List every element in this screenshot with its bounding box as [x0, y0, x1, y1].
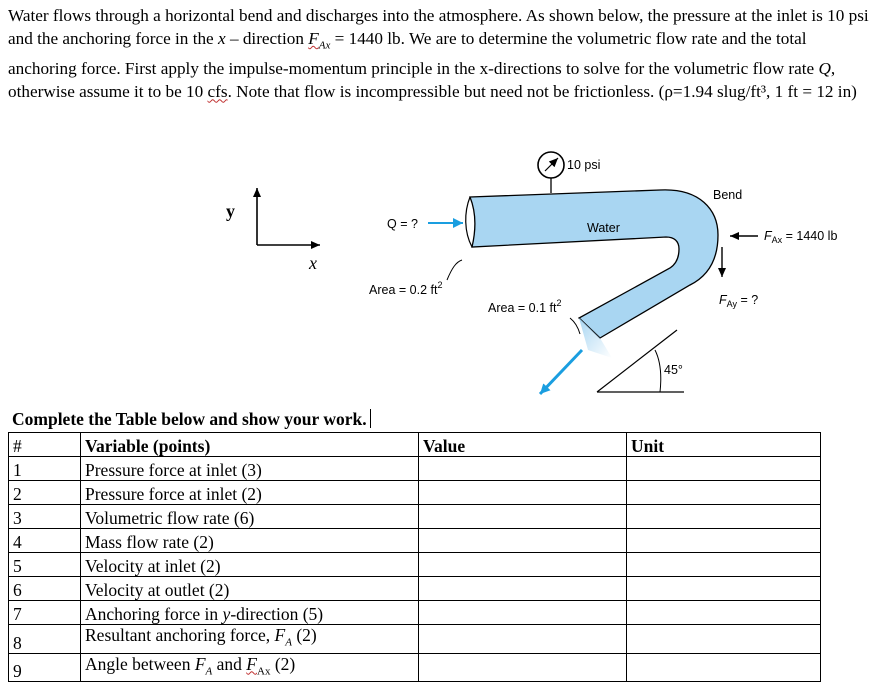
value-cell[interactable]	[419, 457, 627, 481]
q-variable: Q	[818, 59, 831, 79]
problem-statement	[8, 4, 870, 103]
pipe-bend	[470, 190, 718, 338]
angle-indicator	[597, 330, 684, 392]
value-cell[interactable]	[419, 481, 627, 505]
value-cell[interactable]	[419, 505, 627, 529]
value-cell[interactable]	[419, 529, 627, 553]
y-axis-label: y	[226, 201, 235, 221]
variable-cell: Mass flow rate (2)	[81, 529, 419, 553]
unit-cell[interactable]	[627, 625, 821, 654]
value-cell[interactable]	[419, 653, 627, 682]
header-unit: Unit	[627, 433, 821, 457]
variable-cell: Angle between $F_A$ and $F_{Ax}$ (2)	[81, 653, 419, 682]
variable-cell: Pressure force at inlet (3)	[81, 457, 419, 481]
bend-diagram	[0, 140, 878, 415]
table-row: 8 Resultant anchoring force, $F_A$ (2)	[9, 625, 821, 654]
problem-text-1: Water flows through a horizontal bend and discharges into the atmosphere. As shown below, the pressure at the inlet is 10 psi and the anchoring force in the	[8, 6, 869, 48]
table-row: 3 Volumetric flow rate (6)	[9, 505, 821, 529]
bend-label: Bend	[713, 188, 743, 202]
value-cell[interactable]	[419, 601, 627, 625]
problem-text-3: = 1440 lb. We are to determine the volumetric flow rate and the total anchoring force. First apply the impulse-momentum principle in the x-directions to solve for the volumetric flow rate	[8, 29, 819, 79]
fax-symbol: $F_{Ax}$	[308, 29, 331, 52]
task-heading: Complete the Table below and show your work.	[12, 409, 371, 430]
text-cursor	[370, 409, 371, 428]
unit-cell[interactable]	[627, 481, 821, 505]
variable-cell: Volumetric flow rate (6)	[81, 505, 419, 529]
variable-cell: Anchoring force in y-direction (5)	[81, 601, 419, 625]
variable-cell: Velocity at outlet (2)	[81, 577, 419, 601]
pipe-inlet-rim	[466, 197, 472, 247]
inlet-area-label: Area = 0.2 $ft^2$	[369, 280, 443, 297]
unit-cell[interactable]	[627, 577, 821, 601]
pressure-gauge	[538, 152, 600, 193]
flow-rate-label: Q = ?	[387, 217, 418, 231]
table-row: 6 Velocity at outlet (2)	[9, 577, 821, 601]
unit-cell[interactable]	[627, 529, 821, 553]
unit-cell[interactable]	[627, 505, 821, 529]
water-label: Water	[587, 221, 620, 235]
table-header-row	[9, 433, 821, 457]
gauge-label: 10 psi	[567, 158, 601, 172]
axes	[226, 188, 320, 273]
problem-text-5: . Note that flow is incompressible but need not be frictionless. (ρ=1.94 slug/ft³, 1 ft = 12 in)	[227, 82, 857, 102]
fax-label: $F_{Ax} = 1440$ lb	[764, 229, 838, 245]
table-row: 4 Mass flow rate (2)	[9, 529, 821, 553]
cfs-unit: cfs	[207, 82, 228, 102]
value-cell[interactable]	[419, 577, 627, 601]
table-row: 7 Anchoring force in y-direction (5)	[9, 601, 821, 625]
unit-cell[interactable]	[627, 457, 821, 481]
outlet-area-label: Area = 0.1 $ft^2$	[488, 298, 562, 315]
table-row: 9 Angle between $F_A$ and $F_{Ax}$ (2)	[9, 653, 821, 682]
table-row: 1 Pressure force at inlet (3)	[9, 457, 821, 481]
unit-cell[interactable]	[627, 601, 821, 625]
unit-cell[interactable]	[627, 653, 821, 682]
answer-table	[8, 432, 821, 682]
x-axis-label: x	[309, 253, 317, 273]
value-cell[interactable]	[419, 625, 627, 654]
variable-cell: Resultant anchoring force, $F_A$ (2)	[81, 625, 419, 654]
unit-cell[interactable]	[627, 553, 821, 577]
variable-cell: Pressure force at inlet (2)	[81, 481, 419, 505]
table-row: 2 Pressure force at inlet (2)	[9, 481, 821, 505]
value-cell[interactable]	[419, 553, 627, 577]
variable-cell: Velocity at inlet (2)	[81, 553, 419, 577]
header-variable: Variable (points)	[81, 433, 419, 457]
header-value: Value	[419, 433, 627, 457]
problem-text-2: – direction	[225, 29, 309, 48]
fay-label: $F_{Ay}$ = ?	[719, 293, 759, 309]
x-variable: x	[218, 29, 226, 48]
angle-label: 45°	[664, 363, 683, 377]
problem-text-4: , otherwise assume it to be 10	[8, 59, 836, 102]
outlet-flow-arrow	[540, 350, 582, 394]
header-number: #	[9, 433, 81, 457]
table-row: 5 Velocity at inlet (2)	[9, 553, 821, 577]
